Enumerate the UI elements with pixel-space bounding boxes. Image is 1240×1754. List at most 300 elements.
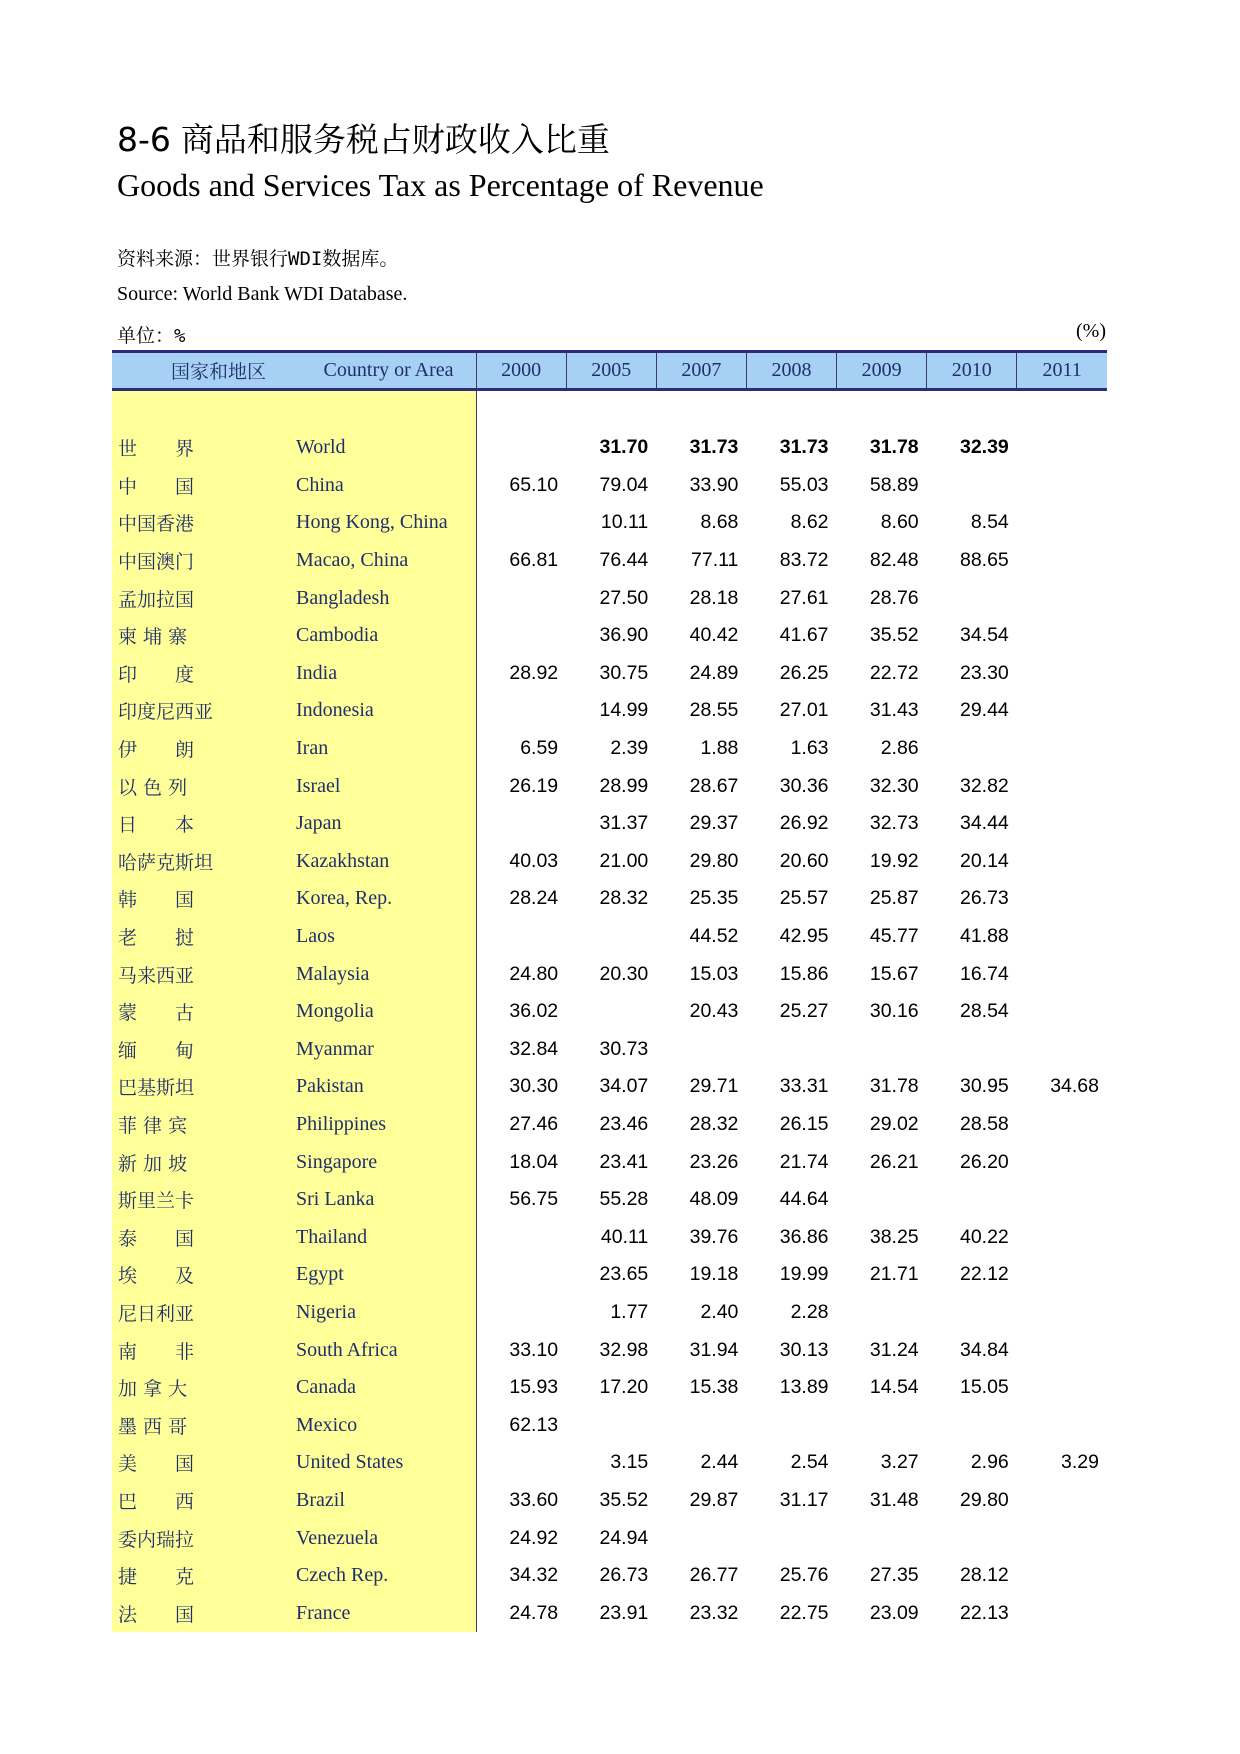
value-cell: 31.48: [869, 1488, 919, 1511]
country-name-chinese: 伊 朗: [112, 730, 294, 768]
value-cell: [927, 467, 1017, 505]
value-cell: 35.52: [599, 1488, 649, 1511]
value-cell: [1017, 1294, 1107, 1332]
country-name-chinese: 法 国: [112, 1594, 294, 1632]
value-cell: 32.39: [959, 436, 1009, 459]
value-cell: 19.99: [779, 1263, 829, 1286]
value-cell: 32.98: [599, 1338, 649, 1361]
country-name-english: United States: [294, 1444, 476, 1482]
value-cell: 28.24: [509, 887, 559, 910]
page-title-english: Goods and Services Tax as Percentage of Revenue: [117, 167, 764, 203]
table-number: 8-6: [117, 120, 171, 159]
header-year: 2010: [927, 352, 1017, 390]
value-cell: [476, 692, 566, 730]
value-cell: [1017, 1369, 1107, 1407]
country-name-chinese: 老 挝: [112, 918, 294, 956]
header-year: 2008: [746, 352, 836, 390]
value-cell: [927, 1406, 1017, 1444]
value-cell: 23.32: [689, 1601, 739, 1624]
value-cell: 77.11: [691, 549, 739, 572]
value-cell: 20.30: [599, 962, 649, 985]
value-cell: 8.62: [790, 511, 829, 534]
value-cell: 29.80: [689, 849, 739, 872]
title-chinese-text: 商品和服务税占财政收入比重: [180, 120, 610, 159]
value-cell: [566, 918, 656, 956]
value-cell: 26.73: [959, 887, 1009, 910]
value-cell: 26.77: [689, 1564, 739, 1587]
value-cell: 15.03: [689, 962, 739, 985]
value-cell: [476, 918, 566, 956]
value-cell: 2.54: [790, 1451, 829, 1474]
value-cell: 25.87: [869, 887, 919, 910]
country-name-english: South Africa: [294, 1331, 476, 1369]
value-cell: [927, 1294, 1017, 1332]
value-cell: 25.76: [779, 1564, 829, 1587]
value-cell: 31.78: [869, 436, 919, 459]
country-name-chinese: 美 国: [112, 1444, 294, 1482]
value-cell: 16.74: [959, 962, 1009, 985]
value-cell: 3.15: [610, 1451, 649, 1474]
value-cell: 19.18: [689, 1263, 739, 1286]
header-year: 2011: [1017, 352, 1107, 390]
table-body: [112, 390, 1107, 1633]
table-row: [112, 504, 1107, 542]
value-cell: [566, 993, 656, 1031]
value-cell: 66.81: [509, 549, 559, 572]
value-cell: 22.72: [869, 661, 919, 684]
value-cell: 6.59: [520, 737, 559, 760]
value-cell: [927, 730, 1017, 768]
value-cell: [656, 1519, 746, 1557]
country-name-english: Kazakhstan: [294, 843, 476, 881]
value-cell: [1017, 1031, 1107, 1069]
value-cell: 34.44: [959, 812, 1009, 835]
value-cell: 58.89: [869, 473, 919, 496]
value-cell: 15.38: [689, 1376, 739, 1399]
value-cell: 28.18: [689, 586, 739, 609]
value-cell: 24.89: [689, 661, 739, 684]
country-name-chinese: 埃 及: [112, 1256, 294, 1294]
value-cell: 2.40: [700, 1300, 739, 1323]
table-row: [112, 617, 1107, 655]
value-cell: [1017, 1181, 1107, 1219]
value-cell: 8.54: [970, 511, 1009, 534]
value-cell: 27.61: [779, 586, 829, 609]
value-cell: 27.50: [599, 586, 649, 609]
value-cell: 14.54: [869, 1376, 919, 1399]
value-cell: 24.92: [509, 1526, 559, 1549]
header-year: 2000: [476, 352, 566, 390]
value-cell: 28.99: [599, 774, 649, 797]
value-cell: 28.92: [509, 661, 559, 684]
value-cell: [927, 1181, 1017, 1219]
country-name-chinese: 以 色 列: [112, 767, 294, 805]
value-cell: 26.92: [779, 812, 829, 835]
value-cell: 31.94: [689, 1338, 739, 1361]
value-cell: [476, 1444, 566, 1482]
value-cell: 2.96: [970, 1451, 1009, 1474]
value-cell: 14.99: [599, 699, 649, 722]
value-cell: 65.10: [509, 473, 559, 496]
value-cell: [476, 429, 566, 467]
value-cell: 55.28: [599, 1188, 649, 1211]
value-cell: [1017, 730, 1107, 768]
country-name-english: Mongolia: [294, 993, 476, 1031]
value-cell: 23.09: [869, 1601, 919, 1624]
value-cell: 20.14: [959, 849, 1009, 872]
value-cell: [656, 1031, 746, 1069]
table-row: [112, 1031, 1107, 1069]
value-cell: 31.24: [869, 1338, 919, 1361]
value-cell: 15.93: [509, 1376, 559, 1399]
value-cell: 28.76: [869, 586, 919, 609]
country-name-english: Brazil: [294, 1482, 476, 1520]
value-cell: 3.27: [880, 1451, 919, 1474]
header-year: 2009: [837, 352, 927, 390]
value-cell: 19.92: [869, 849, 919, 872]
header-country-english: Country or Area: [294, 352, 476, 390]
header-year: 2007: [656, 352, 746, 390]
value-cell: 27.01: [779, 699, 829, 722]
value-cell: 25.35: [689, 887, 739, 910]
country-name-english: Thailand: [294, 1218, 476, 1256]
value-cell: 8.68: [700, 511, 739, 534]
country-name-chinese: 柬 埔 寨: [112, 617, 294, 655]
value-cell: 36.90: [599, 624, 649, 647]
value-cell: 3.29: [1061, 1451, 1099, 1474]
value-cell: 26.20: [959, 1150, 1009, 1173]
value-cell: [1017, 1482, 1107, 1520]
value-cell: 30.36: [779, 774, 829, 797]
unit-label-chinese: 单位：%: [117, 325, 186, 347]
value-cell: 29.71: [689, 1075, 739, 1098]
table-header-row: [112, 352, 1107, 390]
value-cell: [837, 1031, 927, 1069]
value-cell: [1017, 767, 1107, 805]
value-cell: 29.87: [689, 1488, 739, 1511]
value-cell: 31.70: [599, 436, 649, 459]
source-note-chinese: 资料来源：世界银行WDI数据库。: [117, 248, 399, 270]
value-cell: 31.43: [869, 699, 919, 722]
header-year: 2005: [566, 352, 656, 390]
value-cell: [1017, 805, 1107, 843]
value-cell: [476, 579, 566, 617]
country-name-english: Sri Lanka: [294, 1181, 476, 1219]
value-cell: 82.48: [869, 549, 919, 572]
country-name-chinese: 菲 律 宾: [112, 1106, 294, 1144]
value-cell: [1017, 429, 1107, 467]
value-cell: 28.54: [959, 1000, 1009, 1023]
value-cell: 2.39: [610, 737, 649, 760]
country-name-english: Singapore: [294, 1143, 476, 1181]
value-cell: 34.68: [1050, 1075, 1099, 1098]
value-cell: [1017, 843, 1107, 881]
value-cell: 31.17: [779, 1488, 829, 1511]
value-cell: 34.32: [509, 1564, 559, 1587]
value-cell: 40.22: [959, 1225, 1009, 1248]
value-cell: [837, 1406, 927, 1444]
value-cell: 33.10: [509, 1338, 559, 1361]
country-name-english: China: [294, 467, 476, 505]
value-cell: [746, 1519, 836, 1557]
country-name-english: France: [294, 1594, 476, 1632]
value-cell: [1017, 993, 1107, 1031]
country-name-chinese: 中国香港: [112, 504, 294, 542]
country-name-english: Czech Rep.: [294, 1557, 476, 1595]
value-cell: [476, 1294, 566, 1332]
value-cell: 26.73: [599, 1564, 649, 1587]
country-name-english: Nigeria: [294, 1294, 476, 1332]
value-cell: [1017, 692, 1107, 730]
value-cell: 15.05: [959, 1376, 1009, 1399]
value-cell: 45.77: [869, 925, 919, 948]
value-cell: 32.84: [509, 1037, 559, 1060]
value-cell: 34.84: [959, 1338, 1009, 1361]
spacer-row: [112, 390, 1107, 430]
value-cell: 2.28: [790, 1300, 829, 1323]
table-row: [112, 1181, 1107, 1219]
value-cell: 29.02: [869, 1112, 919, 1135]
value-cell: 38.25: [869, 1225, 919, 1248]
value-cell: 31.78: [869, 1075, 919, 1098]
country-name-chinese: 斯里兰卡: [112, 1181, 294, 1219]
country-name-chinese: 巴基斯坦: [112, 1068, 294, 1106]
country-name-chinese: 印 度: [112, 655, 294, 693]
value-cell: 31.73: [779, 436, 829, 459]
table-row: [112, 993, 1107, 1031]
value-cell: [1017, 1218, 1107, 1256]
value-cell: [1017, 1256, 1107, 1294]
country-name-english: Venezuela: [294, 1519, 476, 1557]
value-cell: 31.37: [599, 812, 649, 835]
table-row: [112, 843, 1107, 881]
country-name-english: Malaysia: [294, 955, 476, 993]
value-cell: 22.13: [959, 1601, 1009, 1624]
table-row: [112, 1482, 1107, 1520]
value-cell: 24.78: [509, 1601, 559, 1624]
country-name-chinese: 孟加拉国: [112, 579, 294, 617]
country-name-chinese: 新 加 坡: [112, 1143, 294, 1181]
value-cell: 21.00: [599, 849, 649, 872]
country-name-english: Pakistan: [294, 1068, 476, 1106]
value-cell: 26.21: [869, 1150, 919, 1173]
table-row: [112, 1369, 1107, 1407]
value-cell: 30.13: [779, 1338, 829, 1361]
value-cell: [1017, 579, 1107, 617]
country-name-english: World: [294, 429, 476, 467]
value-cell: 40.03: [509, 849, 559, 872]
country-name-english: Hong Kong, China: [294, 504, 476, 542]
table-row: [112, 730, 1107, 768]
value-cell: 30.73: [599, 1037, 649, 1060]
value-cell: 44.64: [779, 1188, 829, 1211]
value-cell: 23.65: [599, 1263, 649, 1286]
data-table: [112, 350, 1107, 1632]
country-name-english: India: [294, 655, 476, 693]
unit-label-english: (%): [1076, 320, 1106, 342]
country-name-chinese: 中 国: [112, 467, 294, 505]
country-name-english: Cambodia: [294, 617, 476, 655]
value-cell: 55.03: [779, 473, 829, 496]
value-cell: 29.37: [689, 812, 739, 835]
table-row: [112, 1143, 1107, 1181]
value-cell: [1017, 617, 1107, 655]
value-cell: 41.67: [779, 624, 829, 647]
value-cell: 22.75: [779, 1601, 829, 1624]
value-cell: 24.94: [599, 1526, 649, 1549]
table-row: [112, 955, 1107, 993]
table-row: [112, 1218, 1107, 1256]
country-name-chinese: 巴 西: [112, 1482, 294, 1520]
value-cell: [1017, 955, 1107, 993]
header-country-chinese: 国家和地区: [112, 352, 294, 390]
value-cell: [1017, 467, 1107, 505]
value-cell: [1017, 1331, 1107, 1369]
value-cell: 40.11: [600, 1225, 649, 1248]
value-cell: 28.67: [689, 774, 739, 797]
country-name-chinese: 马来西亚: [112, 955, 294, 993]
country-name-chinese: 日 本: [112, 805, 294, 843]
value-cell: 26.25: [779, 661, 829, 684]
country-name-chinese: 委内瑞拉: [112, 1519, 294, 1557]
country-name-english: Israel: [294, 767, 476, 805]
value-cell: 25.27: [779, 1000, 829, 1023]
value-cell: 28.12: [959, 1564, 1009, 1587]
table-row: [112, 1444, 1107, 1482]
value-cell: 26.19: [509, 774, 559, 797]
value-cell: 23.26: [689, 1150, 739, 1173]
value-cell: 30.16: [869, 1000, 919, 1023]
country-name-english: Myanmar: [294, 1031, 476, 1069]
value-cell: 40.42: [689, 624, 739, 647]
value-cell: 34.54: [959, 624, 1009, 647]
value-cell: [1017, 1106, 1107, 1144]
value-cell: [927, 579, 1017, 617]
table-row: [112, 805, 1107, 843]
value-cell: [1017, 918, 1107, 956]
country-name-chinese: 哈萨克斯坦: [112, 843, 294, 881]
value-cell: 34.07: [599, 1075, 649, 1098]
value-cell: 18.04: [509, 1150, 559, 1173]
value-cell: 27.46: [509, 1112, 559, 1135]
country-name-chinese: 泰 国: [112, 1218, 294, 1256]
value-cell: 32.73: [869, 812, 919, 835]
value-cell: 35.52: [869, 624, 919, 647]
value-cell: 15.86: [779, 962, 829, 985]
value-cell: 48.09: [689, 1188, 739, 1211]
value-cell: [476, 504, 566, 542]
value-cell: [656, 1406, 746, 1444]
value-cell: 31.73: [689, 436, 739, 459]
value-cell: [566, 1406, 656, 1444]
table-row: [112, 1594, 1107, 1632]
value-cell: [1017, 880, 1107, 918]
value-cell: 79.04: [599, 473, 649, 496]
value-cell: 21.71: [869, 1263, 919, 1286]
country-name-chinese: 南 非: [112, 1331, 294, 1369]
country-name-english: Philippines: [294, 1106, 476, 1144]
value-cell: 28.55: [689, 699, 739, 722]
value-cell: 17.20: [599, 1376, 649, 1399]
value-cell: 76.44: [599, 549, 649, 572]
value-cell: [1017, 1557, 1107, 1595]
table-row: [112, 1294, 1107, 1332]
table-row: [112, 1068, 1107, 1106]
value-cell: 22.12: [959, 1263, 1009, 1286]
country-name-chinese: 加 拿 大: [112, 1369, 294, 1407]
country-name-english: Mexico: [294, 1406, 476, 1444]
value-cell: 23.46: [599, 1112, 649, 1135]
table-row: [112, 579, 1107, 617]
value-cell: 1.77: [610, 1300, 649, 1323]
value-cell: [837, 1294, 927, 1332]
value-cell: 20.60: [779, 849, 829, 872]
value-cell: 39.76: [689, 1225, 739, 1248]
value-cell: 25.57: [779, 887, 829, 910]
country-name-chinese: 世 界: [112, 429, 294, 467]
value-cell: 27.35: [869, 1564, 919, 1587]
value-cell: 30.75: [599, 661, 649, 684]
country-name-english: Egypt: [294, 1256, 476, 1294]
country-name-chinese: 中国澳门: [112, 542, 294, 580]
value-cell: 62.13: [509, 1413, 559, 1436]
value-cell: 33.31: [779, 1075, 829, 1098]
value-cell: 23.41: [599, 1150, 649, 1173]
value-cell: [1017, 1143, 1107, 1181]
table-row: [112, 880, 1107, 918]
value-cell: [1017, 655, 1107, 693]
country-name-english: Laos: [294, 918, 476, 956]
table-row: [112, 429, 1107, 467]
value-cell: [476, 1218, 566, 1256]
value-cell: 8.60: [880, 511, 919, 534]
value-cell: 2.44: [700, 1451, 739, 1474]
country-name-english: Indonesia: [294, 692, 476, 730]
country-name-english: Iran: [294, 730, 476, 768]
value-cell: 36.02: [509, 1000, 559, 1023]
value-cell: [476, 617, 566, 655]
value-cell: [1017, 504, 1107, 542]
country-name-english: Bangladesh: [294, 579, 476, 617]
value-cell: [746, 1031, 836, 1069]
country-name-english: Canada: [294, 1369, 476, 1407]
value-cell: [837, 1181, 927, 1219]
value-cell: 10.11: [600, 511, 649, 534]
value-cell: 36.86: [779, 1225, 829, 1248]
value-cell: [1017, 1519, 1107, 1557]
country-name-chinese: 墨 西 哥: [112, 1406, 294, 1444]
value-cell: 30.95: [959, 1075, 1009, 1098]
value-cell: [476, 1256, 566, 1294]
table-row: [112, 467, 1107, 505]
value-cell: 44.52: [689, 925, 739, 948]
value-cell: 32.82: [959, 774, 1009, 797]
table-row: [112, 692, 1107, 730]
country-name-chinese: 尼日利亚: [112, 1294, 294, 1332]
value-cell: 56.75: [509, 1188, 559, 1211]
value-cell: [837, 1519, 927, 1557]
country-name-chinese: 蒙 古: [112, 993, 294, 1031]
page-title-chinese: [117, 120, 610, 160]
value-cell: 33.60: [509, 1488, 559, 1511]
value-cell: 26.15: [779, 1112, 829, 1135]
country-name-chinese: 捷 克: [112, 1557, 294, 1595]
value-cell: 28.32: [689, 1112, 739, 1135]
table-row: [112, 1557, 1107, 1595]
value-cell: 1.63: [790, 737, 829, 760]
source-note-english: Source: World Bank WDI Database.: [117, 283, 408, 305]
value-cell: 29.80: [959, 1488, 1009, 1511]
